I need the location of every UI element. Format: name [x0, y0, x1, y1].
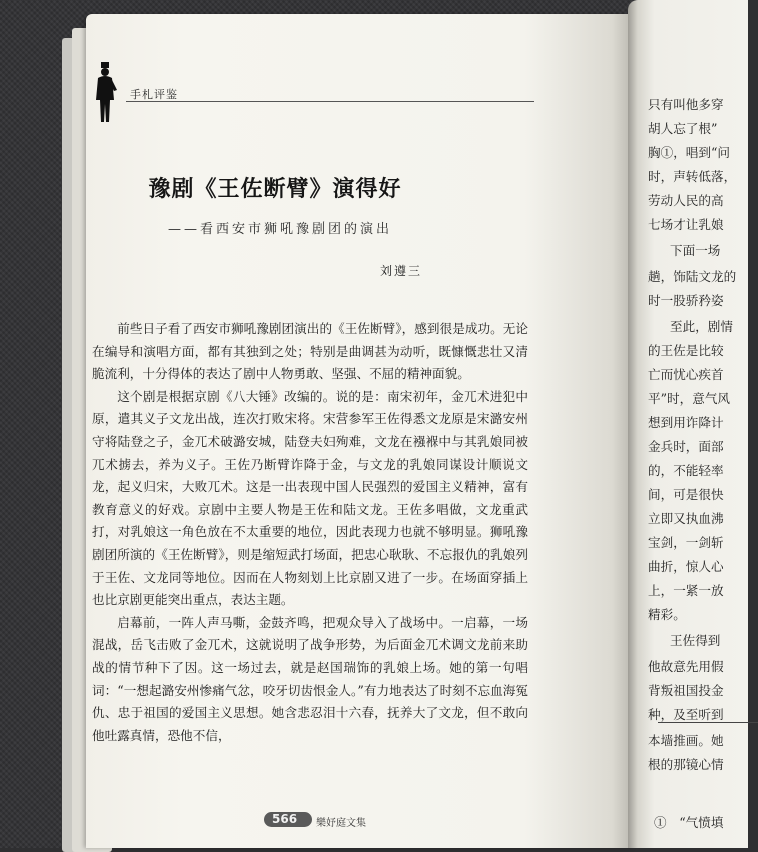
article-author: 刘遵三 [380, 264, 423, 278]
facing-page-line: 下面一场 [670, 243, 721, 258]
facing-page-line: 胡人忘了根” [648, 121, 718, 136]
facing-page-line: 精彩。 [648, 607, 686, 622]
body-paragraph: 启幕前，一阵人声马嘶，金鼓齐鸣，把观众导入了战场中。一启幕，一场混战，岳飞击败了金兀术，这就说明了战争形势，为后面金兀术调文龙前来助战的情节种下了因。这一场过去，就是赵国瑞饰的乳娘上场。她的第一句唱词：“一想起潞安州惨痛气忿，咬牙切齿恨金人。”有力地表达了时刻不忘血海冤仇、忠于祖国的爱国主义思想。她含悲忍泪十六春，抚养大了文龙，但不敢向他吐露真情，恐他不信， [92, 614, 528, 743]
header-rule [126, 101, 534, 102]
body-paragraph: 这个剧是根据京剧《八大锤》改编的。说的是：南宋初年，金兀术进犯中原，遣其义子文龙出战，连次打败宋将。宋营参军王佐得悉文龙原是宋潞安州守将陆登之子，金兀术破潞安城，陆登夫妇殉难，文龙在襁褓中与其乳娘同被兀术掳去，养为义子。王佐乃断臂诈降于金，与文龙的乳娘同谋设计顺说文龙，起义归宋，大败兀术。这是一出表现中国人民强烈的爱国主义精神，富有教育意义的好戏。京剧中主要人物是王佐和陆文龙。王佐多唱做，文龙重武打，对乳娘这一角色放在不太重要的地位，因此表现力也就不够明显。狮吼豫剧团所演的《王佐断臂》，则是缩短武打场面，把忠心耿耿、不忘报仇的乳娘列于王佐、文龙同等地位。因而在人物刻划上比京剧又进了一步。在场面穿插上也比京剧更能突出重点，表达主题。 [92, 388, 528, 608]
facing-page-line: 金兵时，面部 [648, 439, 724, 454]
facing-page [628, 0, 748, 848]
section-header-label: 手札评鉴 [130, 88, 178, 101]
facing-page-line: 的王佐是比较 [648, 343, 724, 358]
article-body [92, 318, 528, 747]
facing-page-line: 上，一紧一放 [648, 583, 724, 598]
facing-page-line: 曲折，惊人心 [648, 559, 724, 574]
body-paragraph: 前些日子看了西安市狮吼豫剧团演出的《王佐断臂》，感到很是成功。无论在编导和演唱方面，都有其独到之处；特别是曲调甚为动听，既慷慨悲壮又清脆流利，十分得体的表达了剧中人物勇敢、坚强、不屈的精神面貌。 [92, 321, 528, 382]
facing-page-line: 的，不能轻率 [648, 463, 724, 478]
facing-page-line: 种，及至听到 [648, 707, 724, 722]
facing-page-line: 根的那镜心情 [648, 757, 724, 772]
facing-page-line: 胸①，唱到“问 [648, 145, 731, 160]
collection-title: 樂妤庭文集 [316, 818, 366, 829]
facing-page-line: 背叛祖国投金 [648, 683, 724, 698]
facing-page-line: 平”时，意气风 [648, 391, 731, 406]
article-title: 豫剧《王佐断臂》演得好 [148, 176, 402, 202]
facing-page-line: 时一股骄矜姿 [648, 293, 724, 308]
facing-page-line: 亡而忧心疾首 [648, 367, 724, 382]
facing-page-line: 劳动人民的高 [648, 193, 724, 208]
facing-page-line: 立即又执血沸 [648, 511, 724, 526]
facing-page-line: 本墙推画。她 [648, 733, 724, 748]
facing-page-line: 宝剑，一剑斩 [648, 535, 724, 550]
facing-page-line: 七场才让乳娘 [648, 217, 724, 232]
footnote-rule [658, 722, 758, 723]
page-number: 566 [272, 812, 298, 826]
facing-page-line: 至此，剧情 [670, 319, 733, 334]
facing-page-line: 他故意先用假 [648, 659, 724, 674]
page-footer [264, 810, 374, 830]
opera-figure-icon [92, 60, 118, 126]
facing-page-line: 间，可是很快 [648, 487, 724, 502]
facing-page-line: 想到用诈降计 [648, 415, 724, 430]
article-subtitle: ——看西安市狮吼豫剧团的演出 [168, 222, 393, 237]
facing-page-line: 时，声转低落， [648, 169, 737, 184]
facing-page-line: 趟，饰陆文龙的 [648, 269, 737, 284]
facing-page-line: 王佐得到 [670, 633, 721, 648]
facing-page-line: ① “气愤填 [654, 815, 724, 830]
facing-page-line: 只有叫他多穿 [648, 97, 724, 112]
